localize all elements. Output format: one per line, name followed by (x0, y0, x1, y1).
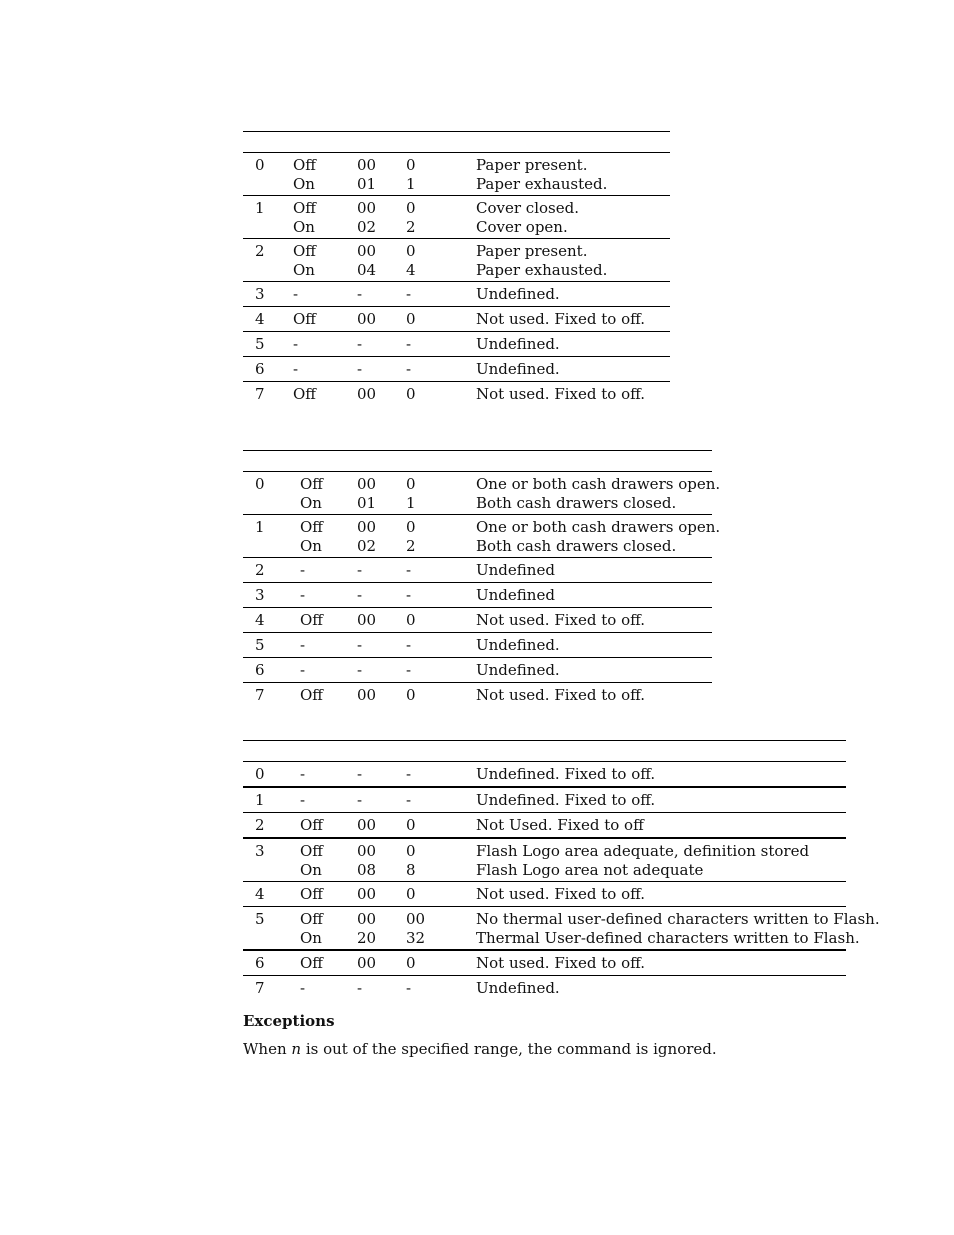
bit-cell: 6 (255, 360, 265, 378)
hex-cell: 00 20 (357, 910, 377, 947)
table-body (243, 153, 670, 406)
description-cell: Undefined. (476, 360, 560, 378)
hex-cell: 00 02 (357, 518, 377, 555)
bit-cell: 6 (255, 954, 265, 972)
description-cell: Not used. Fixed to off. (476, 611, 645, 629)
state-cell: Off On (300, 475, 323, 512)
hex-cell: - (357, 285, 363, 303)
description-cell: Undefined. (476, 636, 560, 654)
hex-cell: 00 (357, 686, 377, 704)
hex-cell: - (357, 335, 363, 353)
decimal-cell: - (406, 360, 412, 378)
description-cell: One or both cash drawers open. Both cash drawers closed. (476, 475, 721, 512)
bit-cell: 3 (255, 842, 265, 860)
bit-cell: 3 (255, 586, 265, 604)
exceptions-text: When n is out of the specified range, the command is ignored. (243, 1040, 717, 1058)
state-cell: Off (300, 885, 323, 903)
decimal-cell: - (406, 791, 412, 809)
table-row (243, 813, 846, 839)
hex-cell: 00 08 (357, 842, 377, 879)
decimal-cell: - (406, 561, 412, 579)
state-cell: - (300, 561, 306, 579)
state-cell: Off (300, 611, 323, 629)
hex-cell: 00 (357, 385, 377, 403)
description-cell: Undefined. (476, 285, 560, 303)
table-row (243, 608, 712, 633)
table-row (243, 907, 880, 951)
table-header (243, 450, 712, 472)
status-table-3 (243, 740, 880, 1000)
bit-cell: 1 (255, 199, 265, 217)
bit-cell: 2 (255, 561, 265, 579)
decimal-cell: - (406, 765, 412, 783)
description-cell: Undefined. (476, 661, 560, 679)
decimal-cell: - (406, 335, 412, 353)
table-body (243, 472, 721, 707)
decimal-cell: 0 (406, 686, 416, 704)
state-cell: Off On (300, 910, 323, 947)
decimal-cell: 0 1 (406, 475, 416, 512)
description-cell: One or both cash drawers open. Both cash drawers closed. (476, 518, 721, 555)
table-row (243, 683, 712, 707)
description-cell: Not Used. Fixed to off (476, 816, 644, 834)
hex-cell: 00 01 (357, 156, 377, 193)
description-cell: Not used. Fixed to off. (476, 954, 645, 972)
variable-n: n (291, 1040, 302, 1058)
table-row (243, 196, 670, 239)
decimal-cell: 0 (406, 310, 416, 328)
exceptions-heading: Exceptions (243, 1012, 335, 1030)
table-row (243, 839, 846, 882)
table-row (243, 951, 846, 976)
state-cell: Off On (300, 518, 323, 555)
table-body (243, 762, 880, 1000)
description-cell: Undefined. (476, 335, 560, 353)
table-row (243, 788, 846, 813)
hex-cell: - (357, 765, 363, 783)
state-cell: - (293, 335, 299, 353)
hex-cell: - (357, 791, 363, 809)
description-cell: Paper present. Paper exhausted. (476, 156, 608, 193)
table-row (243, 357, 670, 382)
state-cell: Off On (300, 842, 323, 879)
state-cell: Off (293, 310, 316, 328)
hex-cell: - (357, 661, 363, 679)
description-cell: Not used. Fixed to off. (476, 686, 645, 704)
hex-cell: 00 01 (357, 475, 377, 512)
hex-cell: 00 (357, 310, 377, 328)
bit-cell: 5 (255, 335, 265, 353)
state-cell: Off On (293, 199, 316, 236)
bit-cell: 5 (255, 910, 265, 928)
hex-cell: - (357, 360, 363, 378)
state-cell: Off (300, 686, 323, 704)
table-row (243, 583, 712, 608)
hex-cell: 00 (357, 885, 377, 903)
bit-cell: 4 (255, 310, 265, 328)
decimal-cell: - (406, 285, 412, 303)
table-row (243, 153, 670, 196)
state-cell: - (300, 979, 306, 997)
decimal-cell: 0 (406, 611, 416, 629)
bit-cell: 6 (255, 661, 265, 679)
state-cell: - (300, 791, 306, 809)
bit-cell: 0 (255, 765, 265, 783)
hex-cell: - (357, 979, 363, 997)
description-cell: Undefined (476, 561, 555, 579)
decimal-cell: 0 8 (406, 842, 416, 879)
description-cell: Not used. Fixed to off. (476, 385, 645, 403)
bit-cell: 1 (255, 791, 265, 809)
hex-cell: 00 (357, 954, 377, 972)
description-cell: Undefined. Fixed to off. (476, 791, 656, 809)
table-row (243, 633, 712, 658)
table-row (243, 307, 670, 332)
table-row (243, 558, 712, 583)
description-cell: Not used. Fixed to off. (476, 310, 645, 328)
bit-cell: 5 (255, 636, 265, 654)
decimal-cell: 0 (406, 885, 416, 903)
decimal-cell: - (406, 661, 412, 679)
bit-cell: 4 (255, 885, 265, 903)
state-cell: Off On (293, 156, 316, 193)
description-cell: Flash Logo area adequate, definition stored Flash Logo area not adequate (476, 842, 810, 879)
state-cell: Off (300, 816, 323, 834)
decimal-cell: - (406, 586, 412, 604)
decimal-cell: 0 (406, 385, 416, 403)
decimal-cell: 00 32 (406, 910, 426, 947)
state-cell: - (300, 661, 306, 679)
table-row (243, 282, 670, 307)
description-cell: Paper present. Paper exhausted. (476, 242, 608, 279)
description-cell: No thermal user-defined characters written to Flash. Thermal User-defined characters written to Flash. (476, 910, 880, 947)
status-table-1 (243, 131, 670, 406)
decimal-cell: 0 2 (406, 199, 416, 236)
state-cell: - (293, 285, 299, 303)
table-row (243, 976, 846, 1000)
hex-cell: - (357, 561, 363, 579)
table-row (243, 239, 670, 282)
decimal-cell: 0 2 (406, 518, 416, 555)
decimal-cell: 0 (406, 816, 416, 834)
bit-cell: 1 (255, 518, 265, 536)
bit-cell: 7 (255, 686, 265, 704)
table-row (243, 332, 670, 357)
table-row (243, 882, 846, 907)
decimal-cell: 0 4 (406, 242, 416, 279)
bit-cell: 4 (255, 611, 265, 629)
description-cell: Cover closed. Cover open. (476, 199, 579, 236)
state-cell: - (293, 360, 299, 378)
bit-cell: 3 (255, 285, 265, 303)
status-table-2 (243, 450, 721, 707)
table-header (243, 740, 846, 762)
description-cell: Undefined (476, 586, 555, 604)
state-cell: Off (300, 954, 323, 972)
hex-cell: - (357, 636, 363, 654)
state-cell: - (300, 636, 306, 654)
decimal-cell: - (406, 979, 412, 997)
table-row (243, 472, 721, 515)
description-cell: Undefined. (476, 979, 560, 997)
bit-cell: 0 (255, 475, 265, 493)
bit-cell: 2 (255, 242, 265, 260)
hex-cell: 00 04 (357, 242, 377, 279)
bit-cell: 7 (255, 979, 265, 997)
state-cell: - (300, 765, 306, 783)
table-row (243, 658, 712, 683)
description-cell: Undefined. Fixed to off. (476, 765, 656, 783)
hex-cell: - (357, 586, 363, 604)
hex-cell: 00 (357, 816, 377, 834)
decimal-cell: 0 1 (406, 156, 416, 193)
bit-cell: 7 (255, 385, 265, 403)
decimal-cell: 0 (406, 954, 416, 972)
state-cell: Off On (293, 242, 316, 279)
table-row (243, 382, 670, 406)
bit-cell: 2 (255, 816, 265, 834)
table-row (243, 515, 721, 558)
bit-cell: 0 (255, 156, 265, 174)
state-cell: - (300, 586, 306, 604)
description-cell: Not used. Fixed to off. (476, 885, 645, 903)
state-cell: Off (293, 385, 316, 403)
hex-cell: 00 (357, 611, 377, 629)
table-header (243, 131, 670, 153)
table-row (243, 762, 846, 788)
hex-cell: 00 02 (357, 199, 377, 236)
decimal-cell: - (406, 636, 412, 654)
